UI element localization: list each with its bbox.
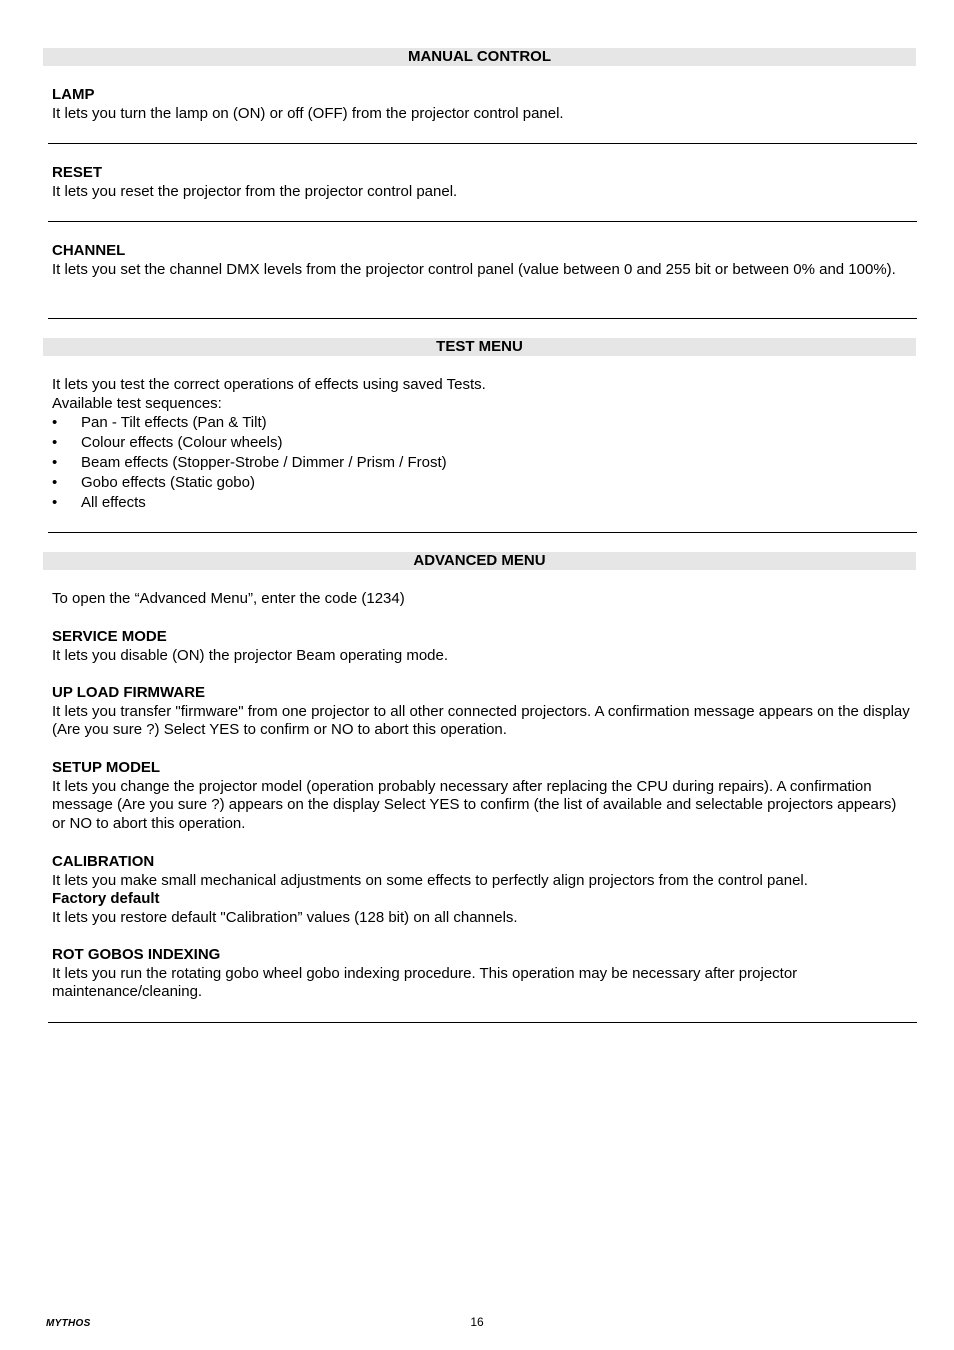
channel-block [52,242,912,279]
divider [48,318,917,319]
upload-firmware-text: It lets you transfer "firmware" from one projector to all other connected projectors. A confirmation message appears on the display (Are you sure ?) Select YES to confirm or NO to abort this operation. [52,702,910,738]
list-item [52,453,912,473]
divider [48,143,917,144]
advanced-intro [52,590,912,609]
rot-gobos-text: It lets you run the rotating gobo wheel gobo indexing procedure. This operation may be necessary after projector maintenance/cleaning. [52,964,798,1000]
service-mode-block [52,628,912,665]
lamp-heading: LAMP [52,86,95,103]
factory-default-heading: Factory default [52,890,160,907]
page-number: 16 [470,1315,484,1329]
list-item-text: Gobo effects (Static gobo) [81,474,255,491]
service-mode-text: It lets you disable (ON) the projector Beam operating mode. [52,646,449,664]
list-item [52,413,912,433]
test-menu-intro: It lets you test the correct operations of effects using saved Tests. [52,376,486,393]
calibration-heading: CALIBRATION [52,853,155,870]
setup-model-block [52,759,912,833]
advanced-intro-text: To open the “Advanced Menu”, enter the code (1234) [52,590,405,607]
channel-heading: CHANNEL [52,242,126,259]
reset-text: It lets you reset the projector from the projector control panel. [52,182,458,200]
bullet-icon: • [52,434,58,451]
divider [48,221,917,222]
lamp-text: It lets you turn the lamp on (ON) or off (OFF) from the projector control panel. [52,104,564,122]
upload-firmware-block [52,684,912,740]
rot-gobos-block [52,946,912,1002]
rot-gobos-heading: ROT GOBOS INDEXING [52,946,221,963]
list-item [52,493,912,513]
upload-firmware-heading: UP LOAD FIRMWARE [52,684,206,701]
list-item [52,473,912,493]
calibration-text: It lets you make small mechanical adjustments on some effects to perfectly align projectors from the control panel. [52,871,808,889]
list-item-text: Pan - Tilt effects (Pan & Tilt) [81,414,267,431]
calibration-block [52,853,912,927]
list-item [52,433,912,453]
test-menu-available: Available test sequences: [52,394,222,412]
setup-model-text: It lets you change the projector model (operation probably necessary after replacing the CPU during repairs). A confirmation message (Are you sure ?) appears on the display Select YES to confirm (the list of available and selectable projectors appears) or NO to abort this operation. [52,777,897,832]
divider [48,1022,917,1023]
lamp-block [52,86,912,123]
test-sequence-list [52,413,912,513]
reset-block [52,164,912,201]
channel-text: It lets you set the channel DMX levels from the projector control panel (value between 0 and 255 bit or between 0% and 100%). [52,260,896,278]
factory-default-text: It lets you restore default "Calibration” values (128 bit) on all channels. [52,908,518,926]
bullet-icon: • [52,494,58,511]
bullet-icon: • [52,474,58,491]
section-title-manual-control: MANUAL CONTROL [43,48,916,66]
section-title-advanced-menu: ADVANCED MENU [43,552,916,570]
list-item-text: All effects [81,494,146,511]
test-menu-block [52,376,912,513]
list-item-text: Colour effects (Colour wheels) [81,434,283,451]
setup-model-heading: SETUP MODEL [52,759,161,776]
list-item-text: Beam effects (Stopper-Strobe / Dimmer / Prism / Frost) [81,454,447,471]
bullet-icon: • [52,414,58,431]
service-mode-heading: SERVICE MODE [52,628,167,645]
section-title-test-menu: TEST MENU [43,338,916,356]
bullet-icon: • [52,454,58,471]
reset-heading: RESET [52,164,103,181]
brand-logo: MYTHOS [46,1318,91,1329]
divider [48,532,917,533]
